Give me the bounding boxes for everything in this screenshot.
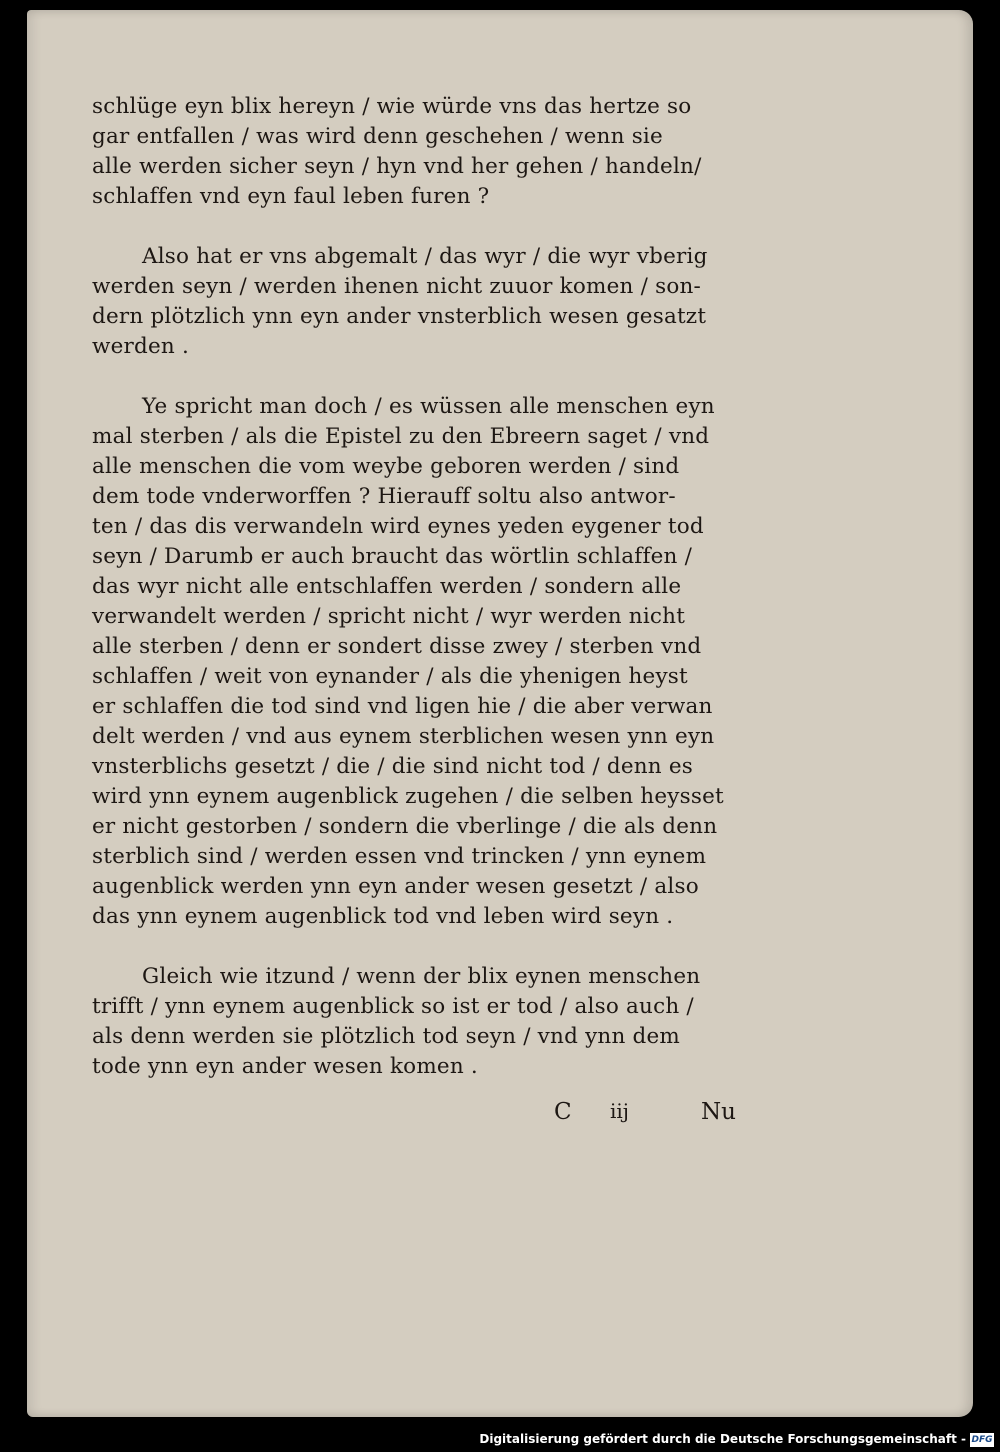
catchword: Nu (701, 1099, 736, 1125)
paragraph-3 (92, 392, 744, 932)
paragraph-2-text: Also hat er vns abgemalt / das wyr / die wyr vberig werden seyn / werden ihenen nicht zuuor komen / son- dern plötzlich ynn eyn ander vnsterblich wesen gesatzt werden . (92, 244, 708, 359)
paragraph-1: schlüge eyn blix hereyn / wie würde vns das hertze so gar entfallen / was wird denn geschehen / wenn sie alle werden sicher seyn / hyn vnd her gehen / handeln/ schlaffen vnd eyn faul leben furen ? (92, 94, 702, 209)
paragraph-4 (92, 962, 744, 1082)
book-page (27, 10, 973, 1417)
paragraph-2 (92, 242, 744, 362)
dfg-logo: DFG (971, 1435, 993, 1445)
paragraph-4-text: Gleich wie itzund / wenn der blix eynen menschen trifft / ynn eynem augenblick so ist er tod / also auch / als denn werden sie plötzlich tod seyn / vnd ynn dem tode ynn eyn ander wesen komen . (92, 964, 701, 1079)
signature-number: iij (610, 1099, 629, 1123)
funding-credit: Digitalisierung gefördert durch die Deutsche Forschungsgemeinschaft - (479, 1432, 966, 1446)
footer-bar (0, 1417, 1000, 1452)
signature-line (554, 1099, 744, 1133)
signature-mark: C (554, 1099, 572, 1125)
page-text (92, 92, 744, 1082)
paragraph-3-text: Ye spricht man doch / es wüssen alle menschen eyn mal sterben / als die Epistel zu den Ebreern saget / vnd alle menschen die vom weybe geboren werden / sind dem tode vnderworffen ? Hierauff soltu also antwor- ten / das dis verwandeln wird eynes yeden eygener tod seyn / Darumb er auch braucht das wörtlin schlaffen / das wyr nicht alle entschlaffen werden / sondern alle verwandelt werden / spricht nicht / wyr werden nicht alle sterben / denn er sondert disse zwey / sterben vnd schlaffen / weit von eynander / als die yhenigen heyst er schlaffen die tod sind vnd ligen hie / die aber verwan delt werden / vnd aus eynem sterblichen wesen ynn eyn vnsterblichs gesetzt / die / die sind nicht tod / denn es wird ynn eynem augenblick zugehen / die selben heysset er nicht gestorben / sondern die vberlinge / die als denn sterblich sind / werden essen vnd trincken / ynn eynem augenblick werden ynn eyn ander wesen gesetzt / also das ynn eynem augenblick tod vnd leben wird seyn . (92, 394, 724, 929)
